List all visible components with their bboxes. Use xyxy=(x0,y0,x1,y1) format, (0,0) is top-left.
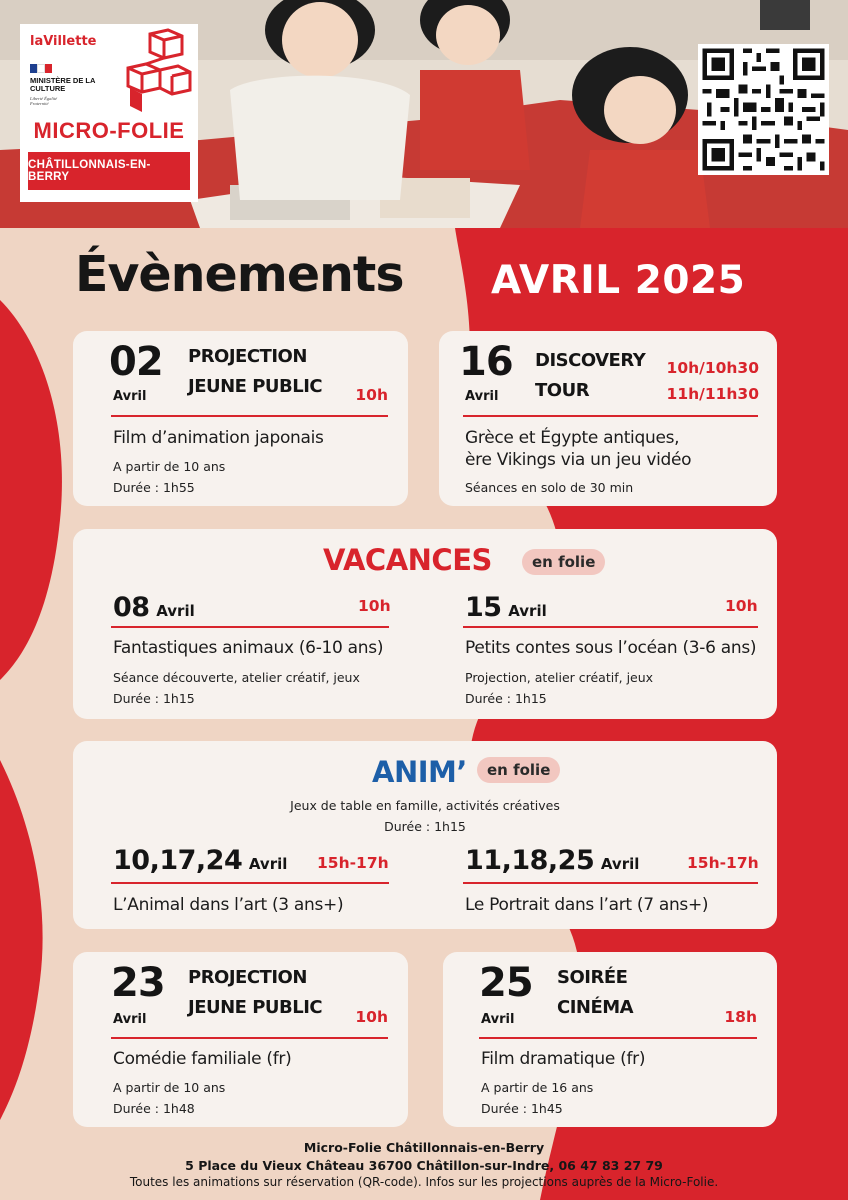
vacances-date-2 xyxy=(465,592,547,623)
event-time: 18h xyxy=(724,1008,757,1026)
event-description-line2: ère Vikings via un jeu vidéo xyxy=(465,450,692,470)
vacances-desc-2: Petits contes sous l’océan (3-6 ans) xyxy=(465,638,757,658)
event-title-line1: PROJECTION xyxy=(188,967,307,988)
event-time-2: 11h/11h30 xyxy=(666,385,759,403)
vacances-time-1: 10h xyxy=(358,597,391,615)
anim-month-1: Avril xyxy=(248,855,288,873)
cubes-icon xyxy=(120,28,192,116)
divider xyxy=(111,882,389,884)
event-day: 02 xyxy=(109,339,163,385)
event-age: A partir de 10 ans xyxy=(113,459,226,474)
divider xyxy=(463,626,758,628)
divider xyxy=(463,415,758,417)
event-time-1: 10h/10h30 xyxy=(666,359,759,377)
event-month: Avril xyxy=(465,389,499,404)
anim-time-1: 15h-17h xyxy=(317,854,389,872)
event-month: Avril xyxy=(481,1012,515,1027)
event-month: Avril xyxy=(113,389,147,404)
anim-time-2: 15h-17h xyxy=(687,854,759,872)
event-card-23 xyxy=(73,952,408,1127)
footer-name: Micro-Folie Châtillonnais-en-Berry xyxy=(303,1140,545,1155)
page-title: Évènements xyxy=(75,246,404,303)
event-day: 23 xyxy=(111,960,165,1006)
anim-date-2 xyxy=(465,845,639,876)
anim-duration: Durée : 1h15 xyxy=(384,819,466,834)
vacances-month-2: Avril xyxy=(508,602,547,620)
divider xyxy=(479,1037,757,1039)
vacances-day-1: 08 xyxy=(113,592,150,623)
anim-title: ANIM’ xyxy=(372,755,467,789)
event-duration: Durée : 1h48 xyxy=(113,1101,195,1116)
event-description-line1: Grèce et Égypte antiques, xyxy=(465,428,680,448)
micro-folie-title: MICRO-FOLIE xyxy=(33,118,185,143)
vacances-info-2: Projection, atelier créatif, jeux xyxy=(465,670,654,685)
anim-subtitle: Jeux de table en famille, activités créatives xyxy=(290,798,560,813)
anim-month-2: Avril xyxy=(600,855,640,873)
devise-label: Liberté Égalité Fraternité xyxy=(30,96,58,106)
vacances-month-1: Avril xyxy=(156,602,195,620)
footer-note: Toutes les animations sur réservation (QR-code). Infos sur les projections auprès de la Micro-Folie. xyxy=(129,1175,719,1189)
event-month: Avril xyxy=(113,1012,147,1027)
vacances-time-2: 10h xyxy=(725,597,758,615)
anim-date-1 xyxy=(113,845,287,876)
event-title-line1: SOIRÉE xyxy=(557,967,628,988)
ministere-label: MINISTÈRE DE LA CULTURE xyxy=(30,76,96,93)
event-age: A partir de 16 ans xyxy=(481,1080,594,1095)
anim-pill: en folie xyxy=(477,757,560,783)
event-description: Comédie familiale (fr) xyxy=(113,1049,292,1069)
event-title-line2: CINÉMA xyxy=(557,997,634,1018)
vacances-date-1 xyxy=(113,592,195,623)
anim-desc-1: L’Animal dans l’art (3 ans+) xyxy=(113,895,344,915)
event-description: Film d’animation japonais xyxy=(113,428,324,448)
anim-dates-2: 11,18,25 xyxy=(465,845,595,876)
anim-dates-1: 10,17,24 xyxy=(113,845,243,876)
event-age: A partir de 10 ans xyxy=(113,1080,226,1095)
vacances-title: VACANCES xyxy=(323,543,492,577)
event-session-info: Séances en solo de 30 min xyxy=(465,480,634,495)
la-villette-label: laVillette xyxy=(30,34,97,49)
vacances-desc-1: Fantastiques animaux (6-10 ans) xyxy=(113,638,384,658)
event-duration: Durée : 1h45 xyxy=(481,1101,563,1116)
event-time: 10h xyxy=(355,1008,388,1026)
event-title-line2: JEUNE PUBLIC xyxy=(188,376,323,397)
event-card-02 xyxy=(73,331,408,506)
divider xyxy=(111,415,388,417)
event-time: 10h xyxy=(355,386,388,404)
vacances-day-2: 15 xyxy=(465,592,502,623)
event-day: 25 xyxy=(479,960,533,1006)
event-title-line2: JEUNE PUBLIC xyxy=(188,997,323,1018)
vacances-info-1: Séance découverte, atelier créatif, jeux xyxy=(113,670,360,685)
micro-folie-logo xyxy=(20,24,198,202)
anim-desc-2: Le Portrait dans l’art (7 ans+) xyxy=(465,895,709,915)
event-title-line1: PROJECTION xyxy=(188,346,307,367)
vacances-duration-2: Durée : 1h15 xyxy=(465,691,547,706)
event-description: Film dramatique (fr) xyxy=(481,1049,646,1069)
footer-address: 5 Place du Vieux Château 36700 Châtillon-sur-Indre, 06 47 83 27 79 xyxy=(185,1158,663,1173)
anim-card xyxy=(73,741,777,929)
qr-code-icon[interactable] xyxy=(698,44,829,175)
event-title-line2: TOUR xyxy=(535,380,590,401)
event-day: 16 xyxy=(459,339,513,385)
divider xyxy=(111,626,389,628)
vacances-duration-1: Durée : 1h15 xyxy=(113,691,195,706)
divider xyxy=(111,1037,388,1039)
vacances-pill: en folie xyxy=(522,549,605,575)
divider xyxy=(463,882,758,884)
page-month: AVRIL 2025 xyxy=(491,258,746,303)
event-card-16 xyxy=(439,331,777,506)
event-title-line1: DISCOVERY xyxy=(535,350,646,371)
event-duration: Durée : 1h55 xyxy=(113,480,195,495)
event-card-25 xyxy=(443,952,777,1127)
micro-folie-subtitle: CHÂTILLONNAIS-EN-BERRY xyxy=(28,152,190,190)
french-flag-icon xyxy=(30,64,52,73)
vacances-card xyxy=(73,529,777,719)
